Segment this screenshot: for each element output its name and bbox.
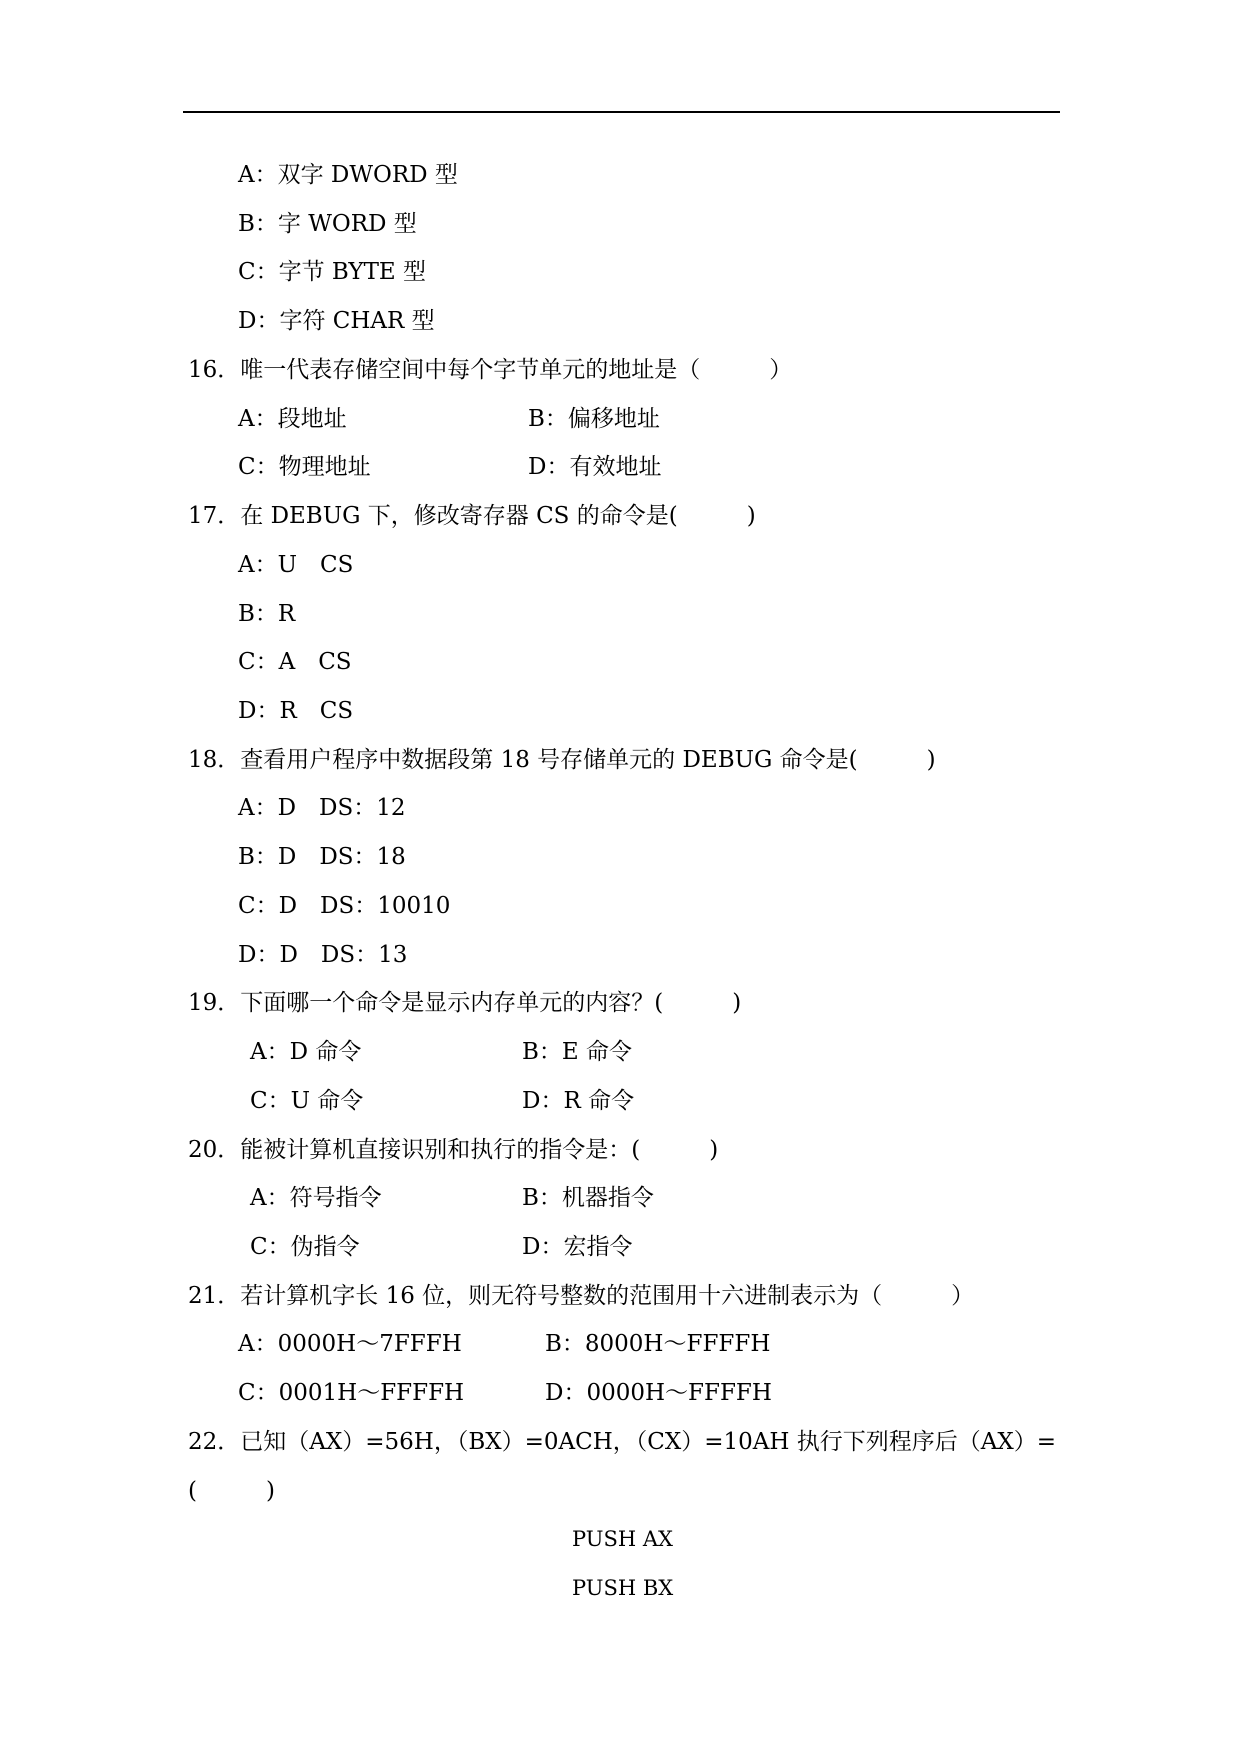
q20-option-a: A：符号指令	[250, 1185, 382, 1211]
q16-option-b: B：偏移地址	[528, 406, 660, 432]
q17-option-c: C：A CS	[238, 649, 352, 675]
q15-option-d: D：字符 CHAR 型	[238, 308, 435, 334]
q18-option-a: A：D DS：12	[238, 795, 406, 821]
q16-option-d: D：有效地址	[528, 454, 662, 480]
q15-option-b: B：字 WORD 型	[238, 211, 417, 237]
q15-option-a: A：双字 DWORD 型	[238, 162, 458, 188]
q22-code-line-2: PUSH BX	[572, 1576, 674, 1600]
q17-option-a: A：U CS	[238, 552, 354, 578]
q19-stem: 19．下面哪一个命令是显示内存单元的内容？( )	[188, 990, 742, 1016]
header-rule	[183, 111, 1060, 113]
q19-option-a: A：D 命令	[250, 1039, 362, 1065]
q20-option-b: B：机器指令	[522, 1185, 654, 1211]
q15-option-c: C：字节 BYTE 型	[238, 259, 427, 285]
q17-stem: 17．在 DEBUG 下，修改寄存器 CS 的命令是( )	[188, 503, 756, 529]
q21-option-a: A：0000H～7FFFH	[238, 1331, 462, 1357]
q21-option-d: D：0000H～FFFFH	[545, 1380, 772, 1406]
q20-stem: 20．能被计算机直接识别和执行的指令是：( )	[188, 1137, 719, 1163]
q21-option-b: B：8000H～FFFFH	[545, 1331, 771, 1357]
q20-option-d: D：宏指令	[522, 1234, 633, 1260]
q17-option-d: D：R CS	[238, 698, 354, 724]
q22-answer-blank: ( )	[188, 1478, 275, 1504]
q18-stem: 18．查看用户程序中数据段第 18 号存储单元的 DEBUG 命令是( )	[188, 747, 936, 773]
q16-option-c: C：物理地址	[238, 454, 371, 480]
q18-option-d: D：D DS：13	[238, 942, 408, 968]
q18-option-c: C：D DS：10010	[238, 893, 451, 919]
q17-option-b: B：R	[238, 601, 296, 627]
q19-option-d: D：R 命令	[522, 1088, 635, 1114]
q21-stem: 21．若计算机字长 16 位，则无符号整数的范围用十六进制表示为（ ）	[188, 1283, 975, 1309]
q16-option-a: A：段地址	[238, 406, 347, 432]
q19-option-c: C：U 命令	[250, 1088, 364, 1114]
q19-option-b: B：E 命令	[522, 1039, 633, 1065]
q16-stem: 16．唯一代表存储空间中每个字节单元的地址是（ ）	[188, 357, 793, 383]
q21-option-c: C：0001H～FFFFH	[238, 1380, 465, 1406]
q18-option-b: B：D DS：18	[238, 844, 406, 870]
q22-stem: 22．已知（AX）=56H，（BX）=0ACH，（CX）=10AH 执行下列程序后（AX）=	[188, 1429, 1057, 1455]
q22-code-line-1: PUSH AX	[572, 1527, 673, 1551]
q20-option-c: C：伪指令	[250, 1234, 360, 1260]
